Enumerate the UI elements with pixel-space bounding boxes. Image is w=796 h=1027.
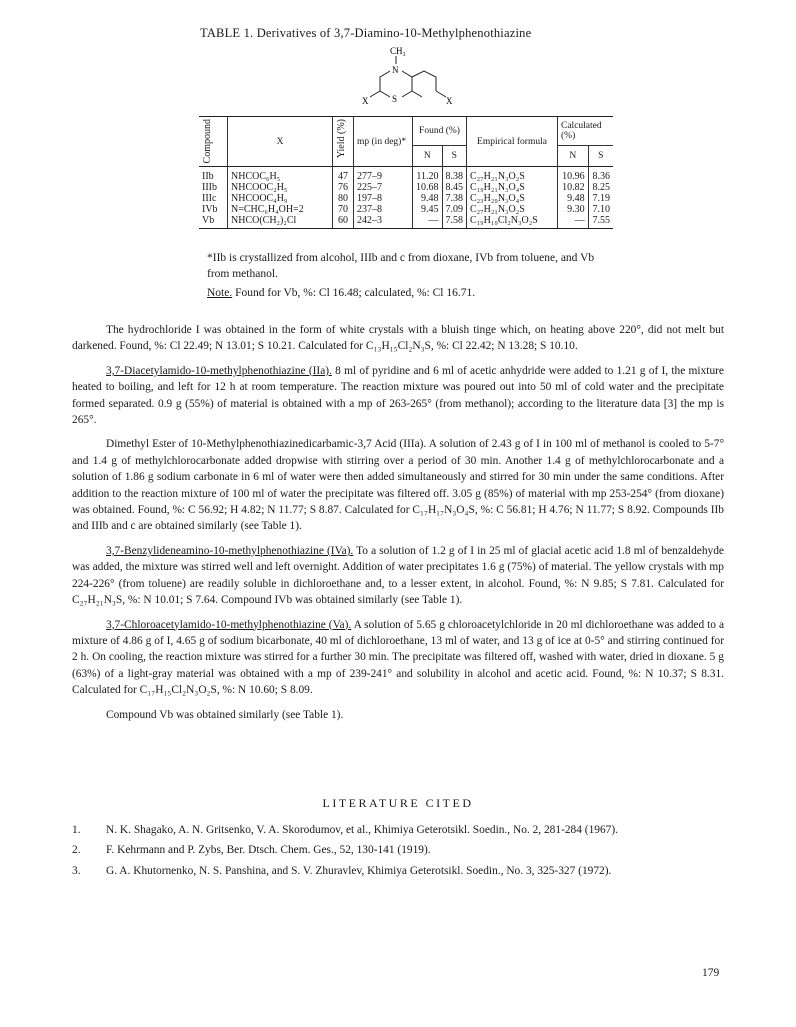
reference-item — [72, 822, 724, 838]
heading-iiia: Dimethyl Ester of 10-Methylphenothiazinedicarbamic-3,7 Acid (IIIa). — [106, 438, 427, 451]
header-found-s: S — [442, 146, 467, 167]
cell-mp: 197–8 — [354, 193, 413, 204]
structure-x-right: X — [446, 96, 453, 106]
cell-found-s: 7.09 — [442, 204, 467, 215]
reference-text: N. K. Shagako, A. N. Gritsenko, V. A. Skorodumov, et al., Khimiya Geterotsikl. Soedin., No. 2, 281-284 (1967). — [106, 824, 619, 836]
cell-yield: 47 — [333, 167, 354, 183]
cell-calc-s: 7.10 — [588, 204, 613, 215]
header-compound: Compound — [202, 119, 213, 164]
cell-calc-s: 7.19 — [588, 193, 613, 204]
paragraph-iiia — [72, 436, 724, 534]
paragraph-hydrochloride: The hydrochloride I was obtained in the form of white crystals with a bluish tinge which, on heating above 220°, did not melt but darkened. Found, %: Cl 22.49; N 13.01; S 10.21. Calculated for C₁₃H₁₅Cl₂N₃S, %: Cl 22.42; N 13.28; S 10.10. — [72, 324, 724, 353]
reference-text: G. A. Khutornenko, N. S. Panshina, and S. V. Zhuravlev, Khimiya Geterotsikl. Soedin., No. 3, 325-327 (1972). — [106, 864, 612, 877]
heading-iia: 3,7-Diacetylamido-10-methylphenothiazine (IIa). — [106, 364, 332, 377]
cell-compound: Vb — [199, 215, 228, 229]
cell-x: NHCOC₆H₅ — [228, 167, 333, 183]
text-iia: 8 ml of pyridine and 6 ml of acetic anhydride were added to 1.21 g of I, the mixture heated to boiling, and left for 12 h at room temperature. The reaction mixture was poured out into 50 ml of cold water and the precipitate formed separated. 0.9 g (55%) of material is obtained with a mp of 263-265° (from methanol); according to the literature data [3] the mp is 265°. — [72, 364, 724, 427]
cell-found-n: 10.68 — [413, 182, 443, 193]
header-calculated: Calculated (%) — [558, 117, 614, 146]
paragraph-va — [72, 617, 724, 699]
structure-x-left: X — [362, 96, 369, 106]
cell-compound: IIb — [199, 167, 228, 183]
table-footnote — [207, 250, 607, 301]
reference-item — [72, 863, 724, 879]
cell-found-n: 11.20 — [413, 167, 443, 183]
cell-found-s: 8.38 — [442, 167, 467, 183]
table-note — [207, 285, 607, 301]
table-row — [199, 215, 613, 229]
reference-number: 1. — [72, 824, 81, 836]
cell-x: NHCOOC₂H₅ — [228, 182, 333, 193]
paragraph-vb: Compound Vb was obtained similarly (see Table 1). — [106, 708, 344, 721]
note-label: Note. — [207, 287, 233, 299]
header-mp: mp (in deg)* — [354, 117, 413, 167]
cell-calc-n: 10.82 — [558, 182, 589, 193]
cell-yield: 80 — [333, 193, 354, 204]
cell-x: N=CHC₆H₄OH=2 — [228, 204, 333, 215]
reference-number: 2. — [72, 844, 81, 857]
header-found: Found (%) — [413, 117, 467, 146]
cell-mp: 242–3 — [354, 215, 413, 229]
cell-mp: 225–7 — [354, 182, 413, 193]
heading-iva: 3,7-Benzylideneamino-10-methylphenothiazine (IVa). — [106, 544, 354, 557]
cell-mp: 277–9 — [354, 167, 413, 183]
cell-calc-n: 9.48 — [558, 193, 589, 204]
header-empirical-formula: Empirical formula — [467, 117, 558, 167]
cell-found-n: 9.45 — [413, 204, 443, 215]
cell-mp: 237–8 — [354, 204, 413, 215]
table-row — [199, 182, 613, 193]
phenothiazine-structure — [356, 44, 466, 110]
cell-formula: C₁₉H₁₉Cl₂N₃O₂S — [467, 215, 558, 229]
cell-found-s: 8.45 — [442, 182, 467, 193]
structure-n-label: N — [392, 65, 399, 75]
table-row — [199, 204, 613, 215]
cell-found-s: 7.38 — [442, 193, 467, 204]
cell-calc-n: — — [558, 215, 589, 229]
text-va: A solution of 5.65 g chloroacetylchloride in 20 ml dichloroethane was added to a mixture of 4.86 g of I, 4.65 g of sodium bicarbonate, 40 ml of dichloroethane, 13 ml of water, and 13 g of ice at 0-5° and stirring continued for 2 h. On cooling, the reaction mixture was stirred for a further 30 min. The precipitate was filtered off, washed with water, dried in dioxane. 5 g (63%) of a light-gray material was obtained with a mp of 239-241° and solubility in alcohol and acetic acid. Found, %: N 10.37; S 8.31. Calculated for C₁₇H₁₅Cl₂N₃O₂S, %: N 10.60; S 8.09. — [72, 618, 724, 697]
cell-formula: C₂₇H₂₁N₃O₂S — [467, 204, 558, 215]
structure-s-label: S — [392, 94, 398, 104]
cell-formula: C₂₇H₂₁N₃O₂S — [467, 167, 558, 183]
table-row — [199, 193, 613, 204]
table-title: TABLE 1. Derivatives of 3,7-Diamino-10-Methylphenothiazine — [200, 26, 532, 40]
text-iiia: A solution of 2.43 g of I in 100 ml of methanol is cooled to 5-7° and 1.4 g of methylchlorocarbonate added dropwise with stirring over a period of 30 min. Another 1.4 g of methylchlorocarbonate and a solution of 1.86 g sodium carbonate in 6 ml of water were then added simultaneously and stirred for 30 min under the same conditions. After addition to the reaction mixture of 100 ml of water the precipitate was filtered off. 3.05 g (85%) of material with mp 253-254° (from dioxane) was obtained. Found, %: C 56.92; H 4.82; N 11.77; S 8.87. Calculated for C₁₇H₁₇N₃O₄S, %: C 56.81; H 4.76; N 11.77; S 8.92. Compounds IIb and IIIb and c are obtained similarly (see Table 1). — [72, 438, 724, 533]
text-iva: To a solution of 1.2 g of I in 25 ml of glacial acetic acid 1.8 ml of benzaldehyde was added, the mixture was stirred well and left overnight. Addition of water precipitates 1.6 g (75%) of material. The yellow crystals with mp 224-226° (from toluene) are readily soluble in dichloroethane and, to a lesser extent, in alcohol. Found, %: N 9.85; S 7.81. Calculated for C₂₇H₂₁N₃S, %: N 10.01; S 7.64. Compound IVb was obtained similarly (see Table 1). — [72, 544, 724, 607]
cell-found-n: — — [413, 215, 443, 229]
cell-calc-s: 8.25 — [588, 182, 613, 193]
literature-heading: LITERATURE CITED — [322, 796, 474, 810]
header-x: X — [228, 117, 333, 167]
heading-va: 3,7-Chloroacetylamido-10-methylphenothiazine (Va). — [106, 618, 352, 631]
table-row — [199, 167, 613, 183]
header-yield: Yield (%) — [336, 119, 347, 159]
cell-calc-s: 7.55 — [588, 215, 613, 229]
cell-yield: 70 — [333, 204, 354, 215]
paragraph-iia — [72, 363, 724, 429]
cell-x: NHCO(CH₂)₂Cl — [228, 215, 333, 229]
paragraph-iva — [72, 543, 724, 609]
cell-compound: IVb — [202, 204, 218, 215]
derivatives-table — [199, 116, 613, 229]
header-calc-s: S — [588, 146, 613, 167]
cell-formula: C₁₉H₂₁N₃O₄S — [467, 182, 558, 193]
cell-calc-n: 10.96 — [558, 167, 589, 183]
structure-ch3-label: CH₃ — [390, 46, 406, 56]
header-calc-n: N — [558, 146, 589, 167]
cell-yield: 76 — [333, 182, 354, 193]
cell-yield: 60 — [333, 215, 354, 229]
reference-list — [72, 822, 724, 883]
reference-text: F. Kehrmann and P. Zybs, Ber. Dtsch. Chem. Ges., 52, 130-141 (1919). — [106, 844, 431, 857]
cell-found-n: 9.48 — [413, 193, 443, 204]
cell-x: NHCOOC₄H₉ — [228, 193, 333, 204]
header-found-n: N — [413, 146, 443, 167]
cell-calc-s: 8.36 — [588, 167, 613, 183]
cell-compound: IIIc — [202, 193, 217, 204]
page-number: 179 — [702, 967, 720, 979]
cell-compound: IIIb — [202, 182, 217, 193]
cell-calc-n: 9.30 — [558, 204, 589, 215]
cell-found-s: 7.58 — [442, 215, 467, 229]
body-text — [72, 322, 724, 731]
reference-number: 3. — [72, 864, 81, 877]
cell-formula: C₂₃H₂₉N₃O₄S — [467, 193, 558, 204]
footnote-text: *IIb is crystallized from alcohol, IIIb and c from dioxane, IVb from toluene, and Vb from methanol. — [207, 252, 595, 280]
note-text: Found for Vb, %: Cl 16.48; calculated, %: Cl 16.71. — [232, 287, 476, 299]
reference-item — [72, 842, 724, 858]
